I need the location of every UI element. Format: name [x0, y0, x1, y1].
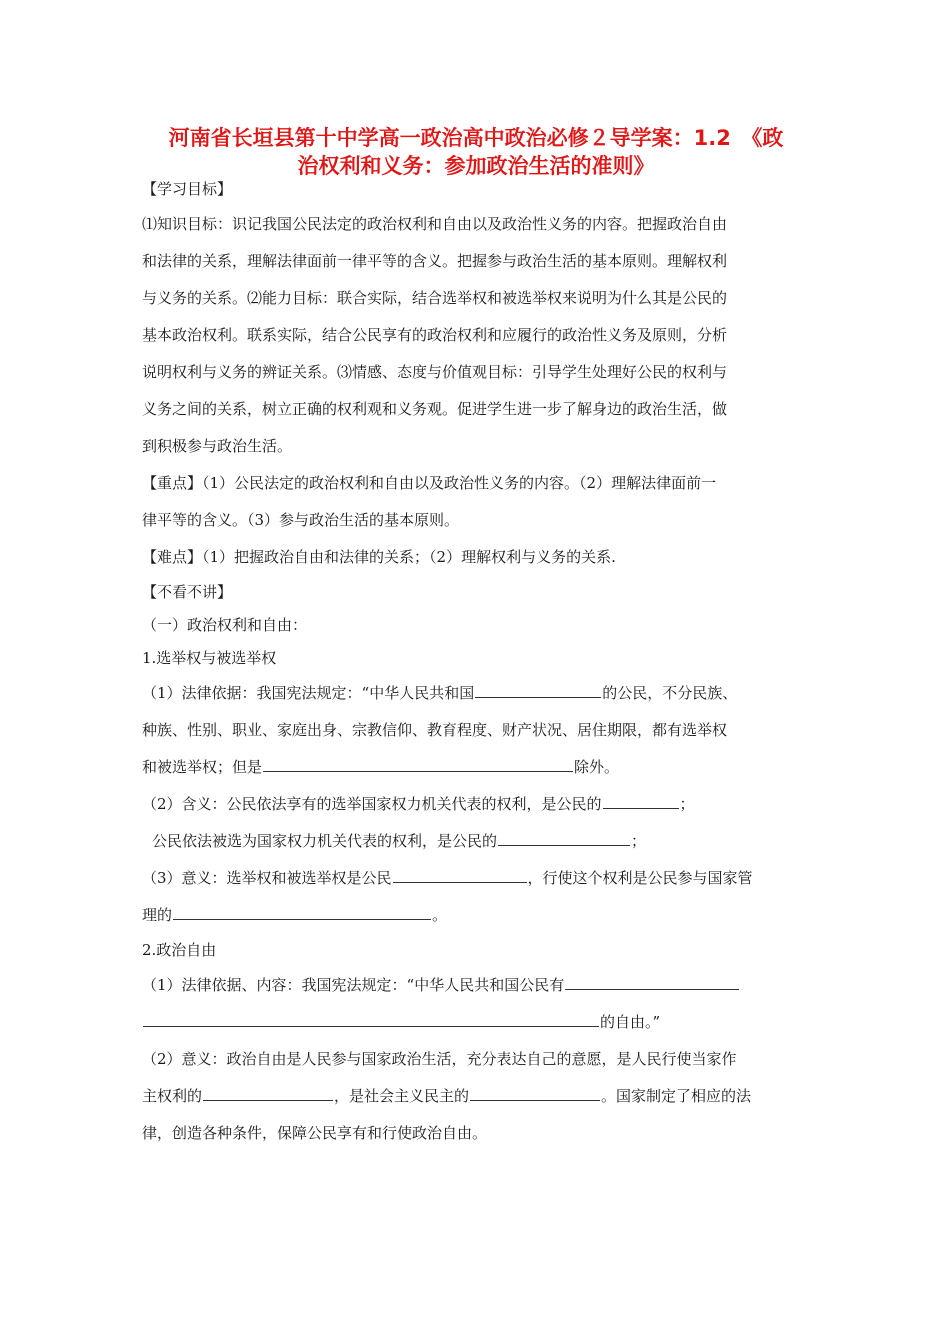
- voting-legal-basis-cont: 种族、性别、职业、家庭出身、宗教信仰、教育程度、财产状况、居住期限，都有选举权: [142, 721, 728, 739]
- goal-line-1: ⑴知识目标：识记我国公民法定的政治权利和自由以及政治性义务的内容。把握政治自由: [142, 215, 728, 233]
- goal-line-6: 义务之间的关系，树立正确的权利观和义务观。促进学生进一步了解身边的政治生活，做: [142, 400, 728, 418]
- document-title: [140, 124, 812, 180]
- topic-political-freedom: 2.政治自由: [142, 941, 217, 959]
- subsection-rights: （一）政治权利和自由：: [142, 616, 308, 634]
- title-line-1: 河南省长垣县第十中学高一政治高中政治必修２导学案：1.2 《政: [168, 126, 784, 150]
- section-heading-goals: 【学习目标】: [142, 180, 233, 198]
- fill-blank[interactable]: [393, 881, 527, 883]
- section-heading-self-study: 【不看不讲】: [142, 583, 233, 601]
- fill-blank[interactable]: [475, 696, 601, 698]
- fill-blank[interactable]: [565, 988, 739, 990]
- voting-significance-cont: 理的 。: [142, 906, 448, 924]
- fill-blank[interactable]: [603, 807, 679, 809]
- voting-meaning-1: （2）含义：公民依法享有的选举国家权力机关代表的权利，是公民的 ；: [142, 795, 695, 813]
- fill-blank[interactable]: [498, 844, 630, 846]
- key-points-line-2: 律平等的含义。（3）参与政治生活的基本原则。: [142, 511, 460, 529]
- freedom-legal-basis-cont: 的自由。”: [142, 1004, 810, 1041]
- goal-line-2: 和法律的关系，理解法律面前一律平等的含义。把握参与政治生活的基本原则。理解权利: [142, 252, 728, 270]
- voting-significance: （3）意义：选举权和被选举权是公民 ，行使这个权利是公民参与国家管: [142, 869, 753, 887]
- difficult-points: 【难点】（1）把握政治自由和法律的关系；（2）理解权利与义务的关系.: [142, 548, 616, 566]
- voting-exception: 和被选举权；但是 除外。: [142, 758, 620, 776]
- fill-blank[interactable]: [470, 1099, 600, 1101]
- topic-voting: 1.选举权与被选举权: [142, 649, 277, 667]
- freedom-significance: （2）意义：政治自由是人民参与国家政治生活，充分表达自己的意愿，是人民行使当家作: [142, 1050, 737, 1068]
- voting-legal-basis: （1）法律依据：我国宪法规定：“中华人民共和国 的公民，不分民族、: [142, 684, 738, 702]
- fill-blank[interactable]: [173, 918, 431, 920]
- goal-line-5: 说明权利与义务的辨证关系。⑶情感、态度与价值观目标：引导学生处理好公民的权利与: [142, 363, 728, 381]
- goal-line-7: 到积极参与政治生活。: [142, 437, 293, 455]
- key-points-line-1: 【重点】（1）公民法定的政治权利和自由以及政治性义务的内容。（2）理解法律面前一: [142, 474, 717, 492]
- fill-blank[interactable]: [203, 1099, 333, 1101]
- goal-line-3: 与义务的关系。⑵能力目标：联合实际，结合选举权和被选举权来说明为什么其是公民的: [142, 289, 728, 307]
- fill-blank[interactable]: [143, 1025, 599, 1027]
- goal-line-4: 基本政治权利。联系实际，结合公民享有的政治权利和应履行的政治性义务及原则，分析: [142, 326, 728, 344]
- title-line-2: 治权利和义务：参加政治生活的准则》: [297, 154, 655, 178]
- freedom-significance-cont: 主权利的 ，是社会主义民主的 。国家制定了相应的法: [142, 1087, 752, 1105]
- freedom-significance-end: 律，创造各种条件，保障公民享有和行使政治自由。: [142, 1124, 488, 1142]
- voting-meaning-2: 公民依法被选为国家权力机关代表的权利，是公民的 ；: [152, 832, 647, 850]
- document-body: [142, 173, 810, 1152]
- fill-blank[interactable]: [263, 770, 573, 772]
- freedom-legal-basis: （1）法律依据、内容：我国宪法规定：“中华人民共和国公民有: [142, 967, 810, 1004]
